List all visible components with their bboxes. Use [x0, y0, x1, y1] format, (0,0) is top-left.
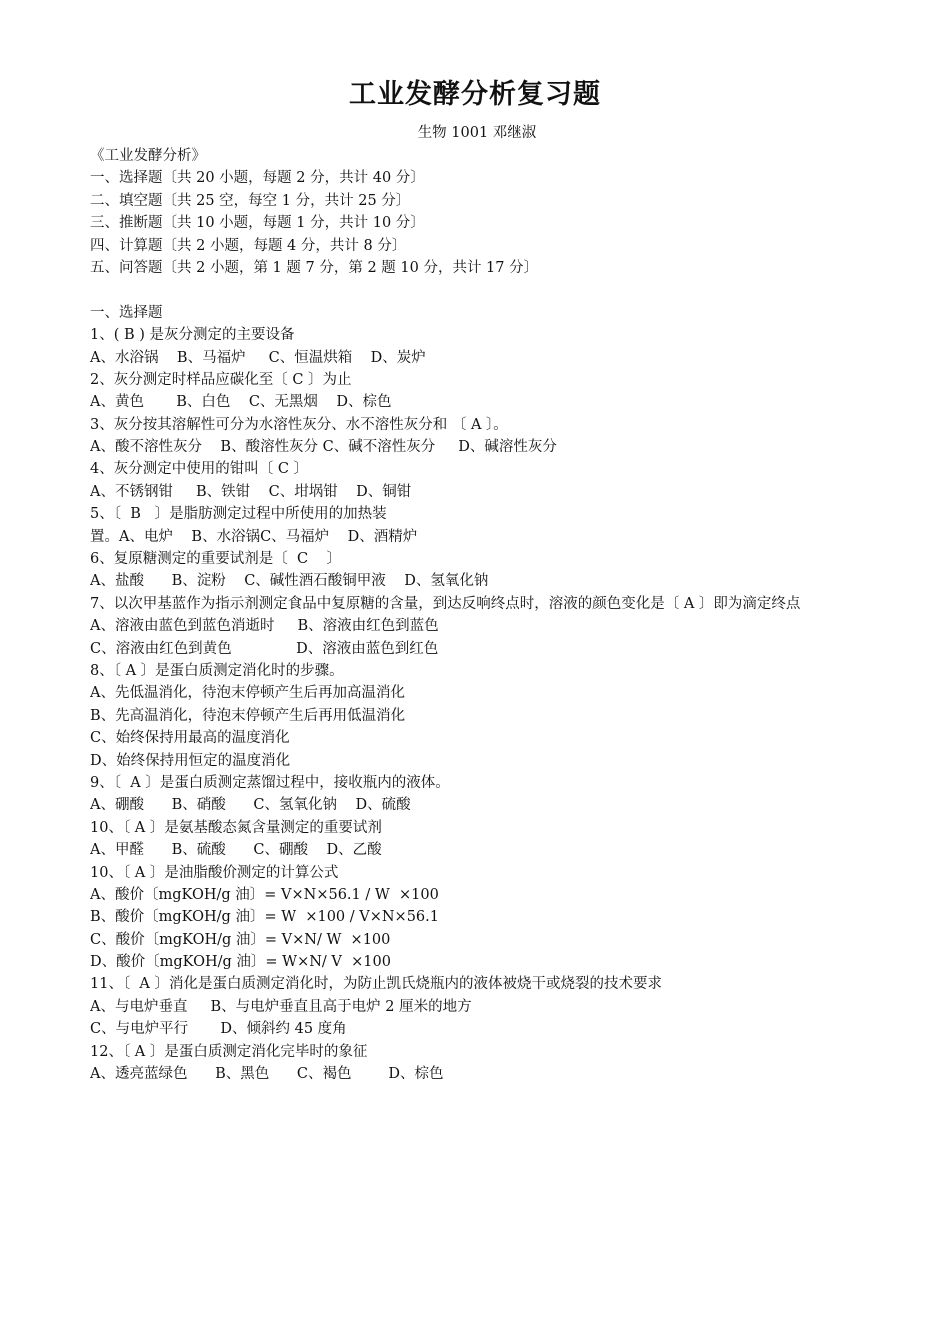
course-name: 《工业发酵分析》 — [90, 148, 206, 164]
options-line: A、酸不溶性灰分 B、酸溶性灰分 C、碱不溶性灰分 D、碱溶性灰分 — [90, 439, 557, 456]
options-line: A、溶液由蓝色到蓝色消逝时 B、溶液由红色到蓝色 — [90, 618, 439, 635]
options-line: D、始终保持用恒定的温度消化 — [90, 752, 291, 769]
options-line: A、硼酸 B、硝酸 C、氢氧化钠 D、硫酸 — [90, 797, 411, 814]
exam-structure-item: 三、推断题〔共 10 小题，每题 1 分，共计 10 分〕 — [90, 215, 425, 232]
options-line: B、先高温消化，待泡末停顿产生后再用低温消化 — [90, 707, 406, 724]
exam-structure-item: 二、填空题〔共 25 空，每空 1 分，共计 25 分〕 — [90, 192, 411, 209]
options-line: A、水浴锅 B、马福炉 C、恒温烘箱 D、炭炉 — [90, 349, 426, 366]
question-line: 3、灰分按其溶解性可分为水溶性灰分、水不溶性灰分和 〔 A 〕。 — [90, 416, 508, 433]
options-line: D、酸价〔mgKOH/g 油〕= W×N/ V ×100 — [90, 954, 391, 971]
options-line: C、始终保持用最高的温度消化 — [90, 730, 290, 747]
question-line: 7、以次甲基蓝作为指示剂测定食品中复原糖的含量，到达反响终点时，溶液的颜色变化是〔 A 〕即为滴定终点 — [90, 595, 801, 612]
options-line: B、酸价〔mgKOH/g 油〕= W ×100 / V×N×56.1 — [90, 909, 439, 926]
exam-structure-item: 四、计算题〔共 2 小题，每题 4 分，共计 8 分〕 — [90, 237, 407, 254]
options-line: A、先低温消化，待泡末停顿产生后再加高温消化 — [90, 685, 405, 702]
author-line: 生物 1001 邓继淑 — [417, 125, 537, 141]
options-line: A、甲醛 B、硫酸 C、硼酸 D、乙酸 — [90, 842, 382, 859]
exam-structure-item: 一、选择题〔共 20 小题，每题 2 分，共计 40 分〕 — [90, 170, 425, 187]
options-line: A、盐酸 B、淀粉 C、碱性酒石酸铜甲液 D、氢氧化钠 — [90, 573, 489, 590]
options-line: A、酸价〔mgKOH/g 油〕= V×N×56.1 / W ×100 — [90, 886, 439, 903]
options-line: A、透亮蓝绿色 B、黑色 C、褐色 D、棕色 — [90, 1066, 444, 1083]
page-title: 工业发酵分析复习题 — [349, 79, 601, 110]
options-line: A、与电炉垂直 B、与电炉垂直且高于电炉 2 厘米的地方 — [90, 998, 472, 1015]
question-line: 1、( B ) 是灰分测定的主要设备 — [90, 327, 295, 344]
question-line: 9、〔 A 〕是蛋白质测定蒸馏过程中，接收瓶内的液体。 — [90, 774, 450, 791]
question-line: 12、〔 A 〕是蛋白质测定消化完毕时的象征 — [90, 1043, 368, 1060]
options-line: A、黄色 B、白色 C、无黑烟 D、棕色 — [90, 394, 392, 411]
options-line: C、与电炉平行 D、倾斜约 45 度角 — [90, 1021, 347, 1038]
section-heading: 一、选择题 — [90, 304, 163, 321]
question-line: 11、〔 A 〕消化是蛋白质测定消化时，为防止凯氏烧瓶内的液体被烧干或烧裂的技术要求 — [90, 976, 662, 993]
blank-line — [90, 279, 865, 301]
question-line: 6、复原糖测定的重要试剂是〔 C 〕 — [90, 551, 341, 568]
options-line: C、溶液由红色到黄色 D、溶液由蓝色到红色 — [90, 640, 439, 657]
question-line: 4、灰分测定中使用的钳叫〔 C 〕 — [90, 461, 309, 478]
exam-structure-item: 五、问答题〔共 2 小题，第 1 题 7 分，第 2 题 10 分，共计 17 分〕 — [90, 259, 539, 276]
document-body — [90, 145, 865, 1085]
options-line: A、不锈钢钳 B、铁钳 C、坩埚钳 D、铜钳 — [90, 483, 412, 500]
options-line: 置。A、电炉 B、水浴锅C、马福炉 D、酒精炉 — [90, 528, 418, 545]
question-line: 10、〔 A 〕是油脂酸价测定的计算公式 — [90, 864, 339, 881]
question-line: 5、〔 B 〕是脂肪测定过程中所使用的加热装 — [90, 506, 387, 523]
options-line: C、酸价〔mgKOH/g 油〕= V×N/ W ×100 — [90, 931, 391, 948]
question-line: 8、〔 A 〕是蛋白质测定消化时的步骤。 — [90, 663, 344, 679]
question-line: 2、灰分测定时样品应碳化至〔 C 〕为止 — [90, 371, 352, 388]
question-line: 10、〔 A 〕是氨基酸态氮含量测定的重要试剂 — [90, 819, 382, 836]
